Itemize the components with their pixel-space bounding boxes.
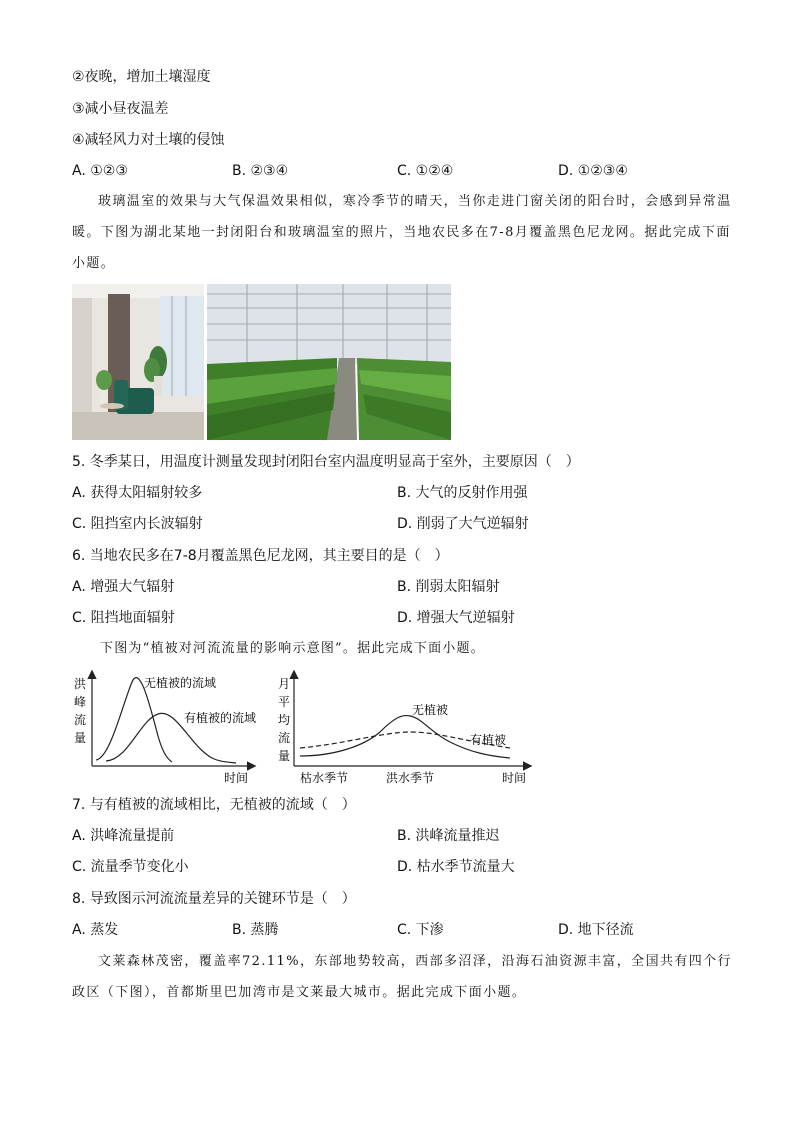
q7-option-c[interactable]: C. 流量季节变化小: [72, 859, 189, 875]
q8-option-b[interactable]: B. 蒸腾: [232, 922, 279, 938]
q7-option-a[interactable]: A. 洪峰流量提前: [72, 828, 175, 844]
chart2-tick-dry-season: 枯水季节: [300, 771, 349, 785]
q8-option-a[interactable]: A. 蒸发: [72, 922, 119, 938]
chart2-label-vegetation: 有植被: [470, 733, 507, 747]
chart2-ylabel-5: 量: [278, 749, 291, 763]
chart2-ylabel-1: 月: [278, 677, 291, 691]
q8-option-c[interactable]: C. 下渗: [397, 922, 444, 938]
chart1-label-no-vegetation: 无植被的流域: [144, 676, 217, 690]
greenhouse-intro: 玻璃温室的效果与大气保温效果相似，寒冷季节的晴天，当你走进门窗关闭的阳台时，会感到异常温暖。下图为湖北某地一封闭阳台和玻璃温室的照片，当地农民多在7-8月覆盖黑色尼龙网。据此完成下面小题。: [72, 194, 732, 271]
chart2-tick-flood-season: 洪水季节: [386, 771, 435, 785]
chart1-label-vegetation: 有植被的流域: [184, 711, 257, 725]
flood-peak-chart: [70, 666, 270, 788]
monthly-flow-chart: [274, 666, 532, 788]
q7-option-d[interactable]: D. 枯水季节流量大: [397, 859, 515, 875]
prev-choice-a: A. ①②③: [72, 163, 128, 179]
option-item-4: ④减轻风力对土壤的侵蚀: [72, 132, 225, 148]
q6-option-c[interactable]: C. 阻挡地面辐射: [72, 610, 175, 626]
greenhouse-photo: [207, 284, 451, 440]
q6-option-a[interactable]: A. 增强大气辐射: [72, 579, 175, 595]
q7-option-b[interactable]: B. 洪峰流量推迟: [397, 828, 500, 844]
chart1-series-no-vegetation: [96, 678, 172, 762]
chart2-xlabel: 时间: [502, 771, 527, 785]
question-5-stem: 5. 冬季某日，用温度计测量发现封闭阳台室内温度明显高于室外，主要原因（ ）: [72, 454, 580, 470]
q5-option-b[interactable]: B. 大气的反射作用强: [397, 485, 528, 501]
chart1-ylabel-2: 峰: [74, 695, 87, 709]
chart1-ylabel-3: 流: [74, 713, 87, 727]
chart2-ylabel-2: 平: [278, 695, 291, 709]
prev-choice-b: B. ②③④: [232, 163, 289, 179]
q6-option-b[interactable]: B. 削弱太阳辐射: [397, 579, 500, 595]
chart2-label-no-vegetation: 无植被: [412, 703, 449, 717]
brunei-intro: 文莱森林茂密，覆盖率72.11%，东部地势较高，西部多沼泽，沿海石油资源丰富，全国共有四个行政区（下图），首都斯里巴加湾市是文莱最大城市。据此完成下面小题。: [72, 954, 732, 1000]
chart1-ylabel-4: 量: [74, 731, 87, 745]
option-item-2: ②夜晚，增加土壤湿度: [72, 69, 211, 85]
prev-choice-d: D. ①②③④: [558, 163, 628, 179]
q6-option-d[interactable]: D. 增强大气逆辐射: [397, 610, 515, 626]
q8-option-d[interactable]: D. 地下径流: [558, 922, 634, 938]
chart1-ylabel-1: 洪: [74, 677, 87, 691]
chart2-ylabel-3: 均: [278, 713, 291, 727]
vegetation-intro: 下图为“植被对河流流量的影响示意图”。据此完成下面小题。: [100, 641, 485, 656]
prev-choice-c: C. ①②④: [397, 163, 454, 179]
question-7-stem: 7. 与有植被的流域相比，无植被的流域（ ）: [72, 797, 356, 813]
q5-option-c[interactable]: C. 阻挡室内长波辐射: [72, 516, 203, 532]
option-item-3: ③减小昼夜温差: [72, 101, 169, 117]
question-6-stem: 6. 当地农民多在7-8月覆盖黑色尼龙网，其主要目的是（ ）: [72, 548, 449, 564]
chart2-ylabel-4: 流: [278, 731, 291, 745]
chart1-xlabel: 时间: [224, 771, 249, 785]
question-8-stem: 8. 导致图示河流流量差异的关键环节是（ ）: [72, 891, 356, 907]
q5-option-a[interactable]: A. 获得太阳辐射较多: [72, 485, 203, 501]
balcony-photo: [72, 284, 204, 440]
q5-option-d[interactable]: D. 削弱了大气逆辐射: [397, 516, 529, 532]
